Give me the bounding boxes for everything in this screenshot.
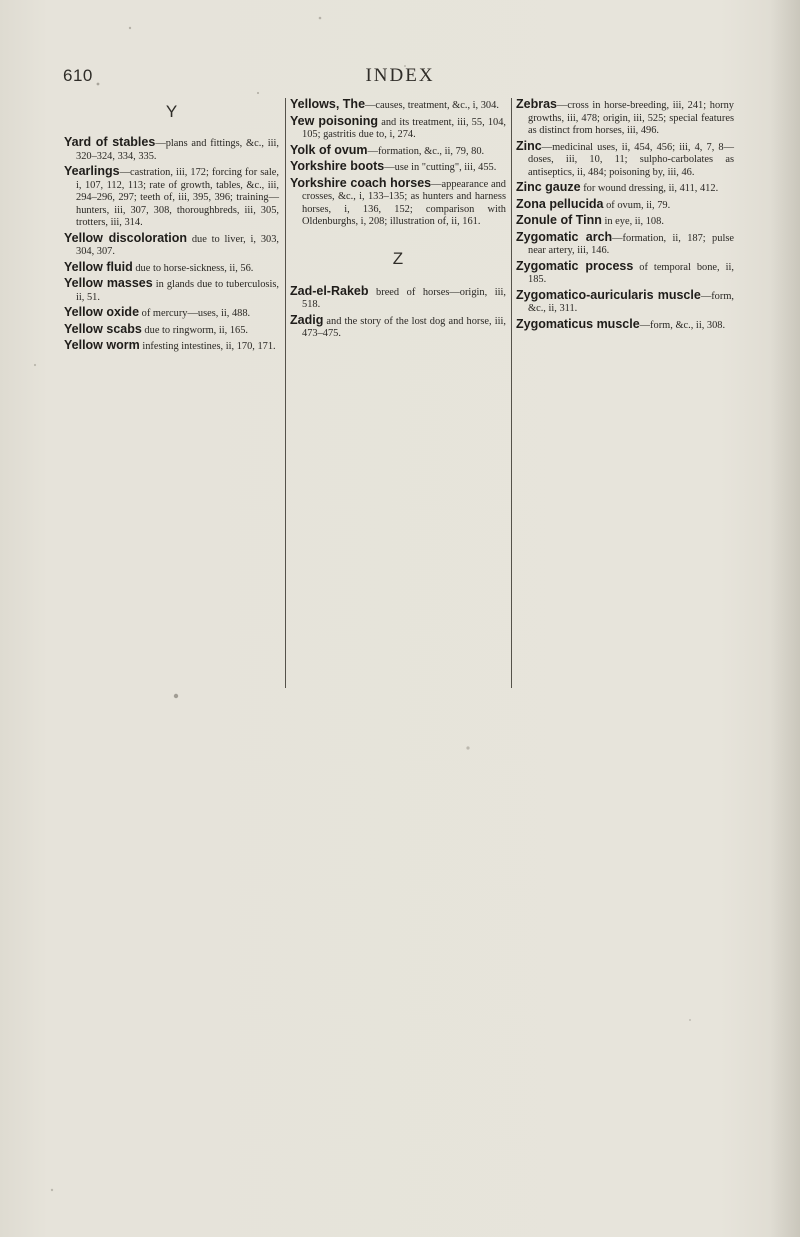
entry-heading: Yellow scabs (64, 321, 142, 336)
entry-heading: Zinc gauze (516, 180, 581, 194)
entry-references: —plans and fittings, &c., iii, 320–324, 334, 335. (76, 138, 279, 162)
entry-references: of temporal bone, ii, 185. (528, 261, 734, 285)
entry-references: and the story of the lost dog and horse, iii, 473–475. (302, 315, 506, 339)
entry-references: for wound dressing, ii, 411, 412. (580, 183, 719, 194)
index-column-2 (290, 98, 506, 343)
entry-references: breed of horses—origin, iii, 518. (302, 286, 506, 310)
index-entry (290, 160, 506, 175)
running-header (0, 60, 800, 90)
index-entry (516, 260, 734, 287)
index-entry (290, 285, 506, 312)
index-entry (64, 136, 279, 163)
index-entry (516, 318, 734, 333)
entry-heading: Zonule of Tinn (516, 213, 602, 227)
index-entry (290, 115, 506, 142)
entry-references: —cross in horse-breeding, iii, 241; horny growths, iii, 478; origin, iii, 525; special features as distinct from horses, iii, 496. (528, 100, 734, 136)
entry-references: —form, &c., ii, 308. (639, 319, 726, 331)
entry-heading: Zad-el-Rakeb (290, 283, 369, 298)
entry-references: infesting intestines, ii, 170, 171. (139, 341, 276, 352)
section-letter: Y (165, 102, 178, 121)
entry-heading: Yellow masses (64, 276, 153, 290)
index-entry (64, 261, 279, 276)
page-number: 610 (63, 66, 93, 85)
index-entry (516, 198, 734, 213)
entry-references: —appearance and crosses, &c., i, 133–135; as hunters and harness horses, i, 136, 152; comparison with Oldenburghs, i, 208; illustration of, ii, 161. (302, 178, 506, 227)
entry-references: in glands due to tuberculosis, ii, 51. (76, 279, 279, 303)
entry-references: due to liver, i, 303, 304, 307. (76, 233, 280, 257)
entry-references: —formation, ii, 187; pulse near artery, iii, 146. (528, 232, 734, 256)
index-entry (64, 277, 279, 304)
entry-heading: Yew poisoning (290, 113, 379, 128)
entry-heading: Zinc (516, 138, 542, 153)
entry-references: —causes, treatment, &c., i, 304. (365, 100, 499, 111)
entry-heading: Yard of stables (64, 135, 156, 149)
index-entry (516, 98, 734, 138)
entry-heading: Zebras (516, 97, 557, 111)
binding-shadow (770, 0, 800, 1237)
entry-heading: Yorkshire boots (290, 159, 385, 173)
entry-references: —use in "cutting", iii, 455. (384, 162, 497, 173)
entry-heading: Yolk of ovum (290, 142, 368, 157)
entry-references: of ovum, ii, 79. (603, 199, 671, 211)
running-title: INDEX (365, 65, 435, 86)
entry-heading: Zadig (290, 312, 324, 327)
section-letter: Z (392, 248, 404, 268)
entry-references: —medicinal uses, ii, 454, 456; iii, 4, 7, 8—doses, iii, 10, 11; sulpho-carbolates as antiseptics, ii, 484; poisoning by, iii, 46. (528, 141, 734, 178)
index-entry (516, 140, 734, 180)
entry-references: —formation, &c., ii, 79, 80. (367, 145, 485, 157)
index-entry (290, 144, 506, 159)
entry-references: due to ringworm, ii, 165. (141, 324, 249, 336)
entry-heading: Yellow worm (64, 338, 140, 352)
index-entry (64, 232, 279, 259)
index-entry (64, 339, 279, 354)
index-entry (64, 323, 279, 338)
entry-references: and its treatment, iii, 55, 104, 105; gastritis due to, i, 274. (302, 116, 506, 140)
entry-heading: Zygomatic arch (516, 229, 613, 244)
index-column-3 (516, 98, 734, 334)
entry-references: due to horse-sickness, ii, 56. (132, 262, 254, 274)
entry-heading: Zygomaticus muscle (516, 316, 640, 331)
entry-references: —castration, iii, 172; forcing for sale, i, 107, 112, 113; rate of growth, tables, &c., iii, 294–296, 297; teeth of, iii, 395, 396; training—hunters, iii, 307, 308, thoroughbreds, iii, 305, trotters, iii, 314. (76, 167, 279, 228)
entry-references: of mercury—uses, ii, 488. (139, 308, 251, 319)
entry-references: in eye, ii, 108. (601, 216, 664, 227)
index-entry (290, 98, 506, 113)
index-entry (516, 181, 734, 196)
entry-heading: Yellow fluid (64, 259, 133, 274)
entry-heading: Yellows, The (290, 97, 366, 111)
index-entry (64, 165, 279, 230)
index-entry (516, 231, 734, 258)
index-entry (64, 306, 279, 321)
entry-heading: Yorkshire coach horses (290, 175, 432, 190)
index-entry (290, 177, 506, 229)
entry-references: —form, &c., ii, 311. (528, 290, 734, 314)
column-rule (511, 98, 512, 688)
index-entry (290, 314, 506, 341)
index-column-1 (64, 98, 279, 356)
index-entry (516, 214, 734, 229)
entry-heading: Yellow discoloration (64, 230, 188, 245)
index-entry (516, 289, 734, 316)
column-rule (285, 98, 286, 688)
entry-heading: Zygomatico-auricularis muscle (516, 287, 701, 302)
entry-heading: Yellow oxide (64, 305, 140, 319)
entry-heading: Zygomatic process (516, 258, 634, 273)
entry-heading: Yearlings (64, 164, 120, 178)
entry-heading: Zona pellucida (516, 196, 604, 211)
